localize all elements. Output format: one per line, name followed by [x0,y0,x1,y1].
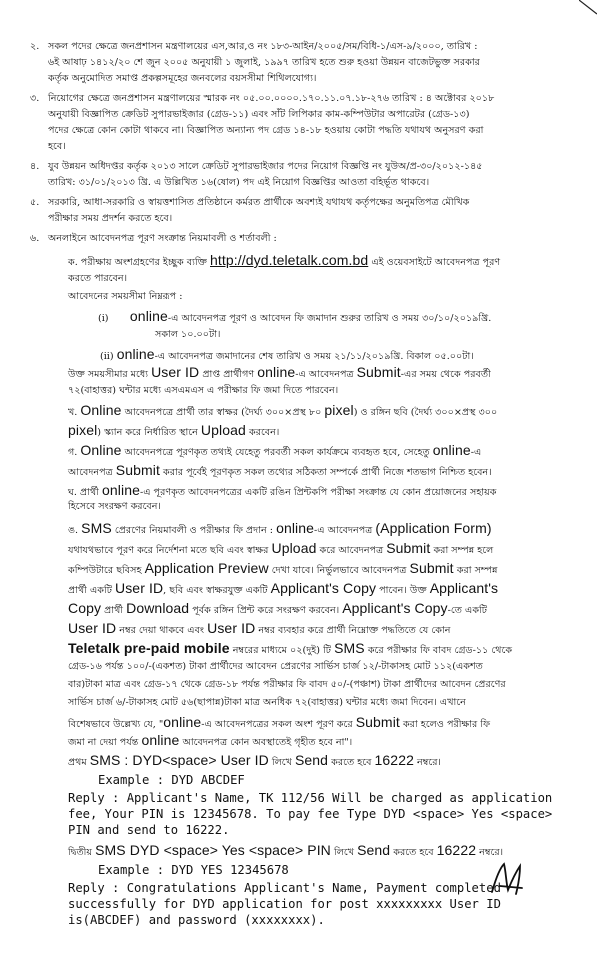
sms-l4-text-a: প্রার্থী একটি [68,585,112,596]
kha-line-1 [68,402,497,420]
gha-line-1 [68,482,497,500]
gha-online: online [102,482,140,498]
second-sms-line [68,842,503,860]
ukto-text-g: -এর সময় থেকে পরবর্তী [400,369,491,380]
item-3-line-2: অনুযায়ী বিজ্ঞাপিত ক্রেডিট সুপারভাইজার (গ্রেড-১১) এবং সাঁট লিপিকার কাম-কম্পিউটার অপারেটর (গ্রেড-১৩) [48,109,470,120]
sms-l4-text-e: পাবেন। উক্ত [379,585,427,596]
first-sms-text-e: করতে হবে [331,757,372,768]
ukto-online: online [257,364,296,380]
teletalk-url-link[interactable]: http://dyd.teletalk.com.bd [210,252,369,268]
sms-application-form: (Application Form) [375,520,492,536]
ukto-line-1 [68,364,491,382]
item-5-line-2: পরীক্ষার সময় প্রদর্শন করতে হবে। [48,213,173,224]
first-sms-line [68,752,441,770]
ka-suffix-text: এই ওয়েবসাইটে আবেদনপত্র পূরণ [371,257,501,268]
first-sms-number: 16222 [374,752,414,768]
sms-l12-text-a: জমা না দেয়া পর্যন্ত [68,737,139,748]
sms-l4-applicants: Applicant's [429,580,499,596]
first-sms-send: Send [294,752,329,768]
time-item-i-time: সকাল ১০.০০টা। [155,329,221,340]
sms-l3-preview: Application Preview [144,560,269,576]
first-sms-format: SMS : DYD<space> User ID [89,752,269,768]
gha-text-a: ঘ. প্রার্থী [68,487,99,498]
sms-l5-applicant-copy: Applicant's Copy [342,600,448,616]
ga-text-e: -এ [470,447,482,458]
item-6-number: ৬. [30,233,40,244]
sms-l11-text-c: -এ আবেদনপত্রের সকল অংশ পূরণ করে [201,719,353,730]
time-item-ii-label: (ii) [100,351,114,362]
kha-pixel-1: pixel [324,402,354,418]
sms-text-e: -এ আবেদনপত্র [314,525,373,536]
sms-l2-text-a: যথাযথভাবে পূরণ করে নির্দেশনা মতে ছবি এবং স্বাক্ষর [68,545,269,556]
second-sms-number: 16222 [436,842,477,858]
sms-l11-text-e: করা হলেও পরীক্ষার ফি [402,719,491,730]
first-sms-text-g: নম্বরে। [417,757,441,768]
sms-l7-sms: SMS [334,640,365,656]
reply-2-line-3: is(ABCDEF) and password (xxxxxxxx). [68,913,325,927]
item-6-ka-line-2: করতে পারবেন। [68,273,128,284]
kha-line-2 [68,422,279,440]
sms-text-c: প্রেরণের নিয়মাবলী ও পরীক্ষার ফি প্রদান : [114,525,274,536]
ga-text-h: করার পূর্বেই পূরণকৃত সকল তথ্যের সঠিকতা সম্পর্কে প্রার্থী নিজে শতভাগ নিশ্চিত হবেন। [163,467,492,478]
corner-fold-mark [579,0,597,18]
sms-label: ঙ. [68,525,79,536]
sms-line-11 [68,714,490,732]
sms-l7-text-d: করে পরীক্ষার ফি বাবদ গ্রেড-১১ থেকে [367,645,513,656]
sms-l3-text-e: করা সম্পন্ন [456,565,498,576]
ukto-user-id: User ID [151,364,200,380]
item-3-line-4: হবে। [48,141,66,152]
sms-l12-text-c: আবেদনপত্র কোন অবস্থাতেই গৃহীত হবে না"। [182,737,353,748]
item-2-line-2: ৬ই আষাঢ় ১৪১২/২০ শে জুন ২০০৫ অনুযায়ী ১ জুলাই, ১৯৯৭ তারিখ হতে শুরু হওয়া উন্নয়ন বাজেটভুক্ত সরকার [48,57,480,68]
sms-line-9: বার)টাকা মাত্র এবং গ্রেড-১৭ থেকে গ্রেড-১৮ পর্যন্ত পরীক্ষার ফি বাবদ ৫০/-(পঞ্চাশ) টাকা প্রার্থীদের আবেদন প্রেরণের [68,679,506,690]
item-4-number: ৪. [30,161,40,172]
item-3-line-3: পদের ক্ষেত্রে কোন কোটা থাকবে না। বিজ্ঞাপিত অন্যান্য পদ গ্রেড ১৪-১৮ হওয়ায় কোটা পদ্ধতি যথাযথ অনুসরণ করা [48,125,484,136]
sms-line-8: গ্রেড-১৬ পর্যন্ত ১০০/-(একশত) টাকা প্রার্থীদের আবেদন প্রেরণের সার্ভিস চার্জ ১২/-টাকাসহ মোট ১১২(একশত [68,661,483,672]
second-sms-text-g: নম্বরে। [479,847,504,858]
sms-l7-teletalk: Teletalk pre-paid mobile [68,640,230,656]
sms-line-6 [68,620,450,638]
sms-l11-online: online [163,714,202,730]
example-2: Example : DYD YES 12345678 [98,863,289,877]
sms-l2-submit: Submit [386,540,431,556]
kha-label: খ. [68,407,78,418]
ga-line-2 [68,462,492,480]
sms-line-5 [68,600,487,618]
sms-l6-user-id: User ID [68,620,117,636]
item-5-line-1: সরকারি, আধা-সরকারি ও স্বায়ত্তশাসিত প্রতিষ্ঠানে কর্মরত প্রার্থীকে অবশ্যই যথাযথ কর্তৃপক্ষের অনুমতিপত্র মৌখিক [48,197,470,208]
ga-line-1 [68,442,481,460]
ga-text-f: আবেদনপত্র [68,467,113,478]
gha-text-c: -এ পূরণকৃত আবেদনপত্রের একটি রঙিন প্রিন্টকপি পরীক্ষা সংক্রান্ত যে কোন প্রয়োজনের সহায়ক [139,487,497,498]
sms-l3-submit: Submit [409,560,454,576]
second-sms-format: SMS DYD <space> Yes <space> PIN [95,842,331,858]
item-4-line-1: যুব উন্নয়ন অধিদপ্তর কর্তৃক ২০১৩ সালে ক্রেডিট সুপারভাইজার পদের নিয়োগ বিজ্ঞপ্তি নং যুউঅ/প্র-৩০/২০১২-১৪৫ [48,161,483,172]
item-3-number: ৩. [30,93,40,104]
ukto-text-a: উক্ত সময়সীমার মধ্যে [68,369,149,380]
sms-line-10: সার্ভিস চার্জ ৬/-টাকাসহ মোট ৫৬(ছাপান্ন)টাকা মাত্র অনধিক ৭২(বাহাত্তর) ঘন্টার মধ্যে জমা দিবেন। এখানে [68,697,466,708]
sms-word: SMS [81,520,112,536]
kha-text-c: আবেদনপত্রে প্রার্থী তার স্বাক্ষর (দৈর্ঘ্য ৩০০×প্রস্থ ৮০ [124,407,322,418]
ka-text: ক. পরীক্ষায় অংশগ্রহণের ইচ্ছুক ব্যক্তি [68,257,207,268]
reply-1-line-1: Reply : Applicant's Name, TK 112/56 Will be charged as application [68,791,553,805]
sms-l6-text-b: নম্বর দেয়া থাকবে এবং [119,625,205,636]
sms-l3-text-c: দেখা যাবে। নির্ভুলভাবে আবেদনপত্র [271,565,407,576]
item-2-line-1: সকল পদের ক্ষেত্রে জনপ্রশাসন মন্ত্রণালয়ের এস,আর,ও নং ১৮৩-আইন/২০০৫/সম/বিধি-১/এস-৯/২০০০, তারিখ : [48,41,478,52]
time-heading: আবেদনের সময়সীমা নিম্নরূপ : [68,291,183,302]
item-2-line-3: কর্তৃক অনুমোদিত সমাপ্ত প্রকল্পসমূহের জনবলের বয়সসীমা শিথিলযোগ্য। [48,73,317,84]
time-item-ii-online: online [116,346,155,362]
second-sms-send: Send [357,842,391,858]
gha-line-2: হিসেবে সংরক্ষণ করবেন। [68,501,161,512]
ga-text-c: আবেদনপত্রে পূরণকৃত তথ্যই যেহেতু পরবর্তী সকল কার্যক্রমে ব্যবহৃত হবে, সেহেতু [124,447,430,458]
sms-l2-upload: Upload [271,540,317,556]
reply-2-line-1: Reply : Congratulations Applicant's Name, Payment completed [68,881,501,895]
first-sms-text-c: লিখে [271,757,292,768]
kha-text-e: ) ও রঙ্গিন ছবি (দৈর্ঘ্য ৩০০×প্রস্থ ৩০০ [353,407,498,418]
kha-pixel-2: pixel [68,422,98,438]
second-sms-label: দ্বিতীয় [68,847,93,858]
sms-l7-text-b: নম্বরের মাধ্যমে ০২(দুই) টি [232,645,332,656]
first-sms-label: প্রথম [68,757,87,768]
sms-l4-user-id: User ID [115,580,164,596]
item-5-number: ৫. [30,197,40,208]
kha-online: Online [80,402,122,418]
sms-l3-text-a: কম্পিউটারে ছবিসহ [68,565,142,576]
kha-upload: Upload [200,422,246,438]
sms-l5-text-b: প্রার্থী [104,605,124,616]
sms-l5-text-f: -তে একটি [447,605,488,616]
ukto-line-2: ৭২(বাহাত্তর) ঘন্টার মধ্যে এসএমএস এ পরীক্ষার ফি জমা দিতে পারবেন। [68,385,339,396]
item-2-number: ২. [30,41,40,52]
reply-1-line-2: fee, Your PIN is 12345678. To pay fee Type DYD <space> Yes <space> [68,807,553,821]
sms-line-12 [68,732,352,750]
sms-l5-text-d: পূর্বক রঙ্গিন প্রিন্ট করে সংরক্ষণ করবেন। [192,605,340,616]
kha-text-g: ) স্ক্যান করে নির্ধারিত স্থানে [97,427,198,438]
time-item-ii-text: -এ আবেদনপত্র জমাদানের শেষ তারিখ ও সময় ২১/১১/২০১৯খ্রি. বিকাল ০৫.০০টা। [154,351,474,362]
ga-submit: Submit [115,462,160,478]
second-sms-text-c: লিখে [333,847,355,858]
time-item-i-text: -এ আবেদনপত্র পূরণ ও আবেদন ফি জমাদান শুরুর তারিখ ও সময় ৩০/১০/২০১৯খ্রি. [167,313,492,324]
item-6-heading: অনলাইনে আবেদনপত্র পূরণ সংক্রান্ত নিয়মাবলী ও শর্তাবলী : [48,233,277,244]
sms-l11-text-a: বিশেষভাবে উল্লেখ্য যে, " [68,719,164,730]
ga-online: Online [80,442,122,458]
sms-l2-text-c: করে আবেদনপত্র [319,545,384,556]
item-6-ka-line [68,252,500,270]
sms-line-1 [68,520,492,538]
second-sms-text-e: করতে হবে [393,847,434,858]
time-item-ii [100,346,474,364]
ukto-text-c: প্রাপ্ত প্রার্থীগণ [202,369,255,380]
sms-line-4 [68,580,498,598]
reply-2-line-2: successfully for DYD application for post xxxxxxxxx User ID [68,897,501,911]
sms-l11-submit: Submit [355,714,400,730]
sms-l4-text-c: , ছবি এবং স্বাক্ষরযুক্ত একটি [163,585,268,596]
time-item-i-online: online [129,308,168,324]
sms-l5-download: Download [126,600,190,616]
ukto-text-e: -এ আবেদনপত্র [295,369,354,380]
sms-l6-user-id-2: User ID [207,620,256,636]
sms-l4-applicant-copy: Applicant's Copy [270,580,377,596]
sms-l5-copy: Copy [68,600,102,616]
time-item-i [98,308,491,326]
kha-text-i: করবেন। [248,427,280,438]
item-3-line-1: নিয়োগের ক্ষেত্রে জনপ্রশাসন মন্ত্রণালয়ের স্মারক নং ০৫.০০.০০০০.১৭০.১১.০৭.১৮-২৭৬ তারিখ : ৪ অক্টোবর ২০১৮ [48,93,495,104]
ga-online-2: online [432,442,471,458]
ukto-submit: Submit [356,364,401,380]
example-1: Example : DYD ABCDEF [98,773,245,787]
sms-l6-text-d: নম্বর ব্যবহার করে প্রার্থী নিম্নোক্ত পদ্ধতিতে যে কোন [258,625,451,636]
time-item-i-label: (i) [98,313,109,324]
sms-l12-online: online [141,732,180,748]
sms-l2-text-e: করা সম্পন্ন হলে [433,545,494,556]
sms-line-7 [68,640,512,658]
sms-line-2 [68,540,493,558]
ga-label: গ. [68,447,78,458]
item-4-line-2: তারিখ: ৩১/০১/২০১৩ খ্রি. এ উল্লিখিত ১৬(ষোল) পদ এই নিয়োগ বিজ্ঞপ্তির আওতা বহির্ভূত থাকবে। [48,177,430,188]
reply-1-line-3: PIN and send to 16222. [68,823,230,837]
signature-mark [486,858,532,900]
sms-online: online [276,520,315,536]
sms-line-3 [68,560,498,578]
